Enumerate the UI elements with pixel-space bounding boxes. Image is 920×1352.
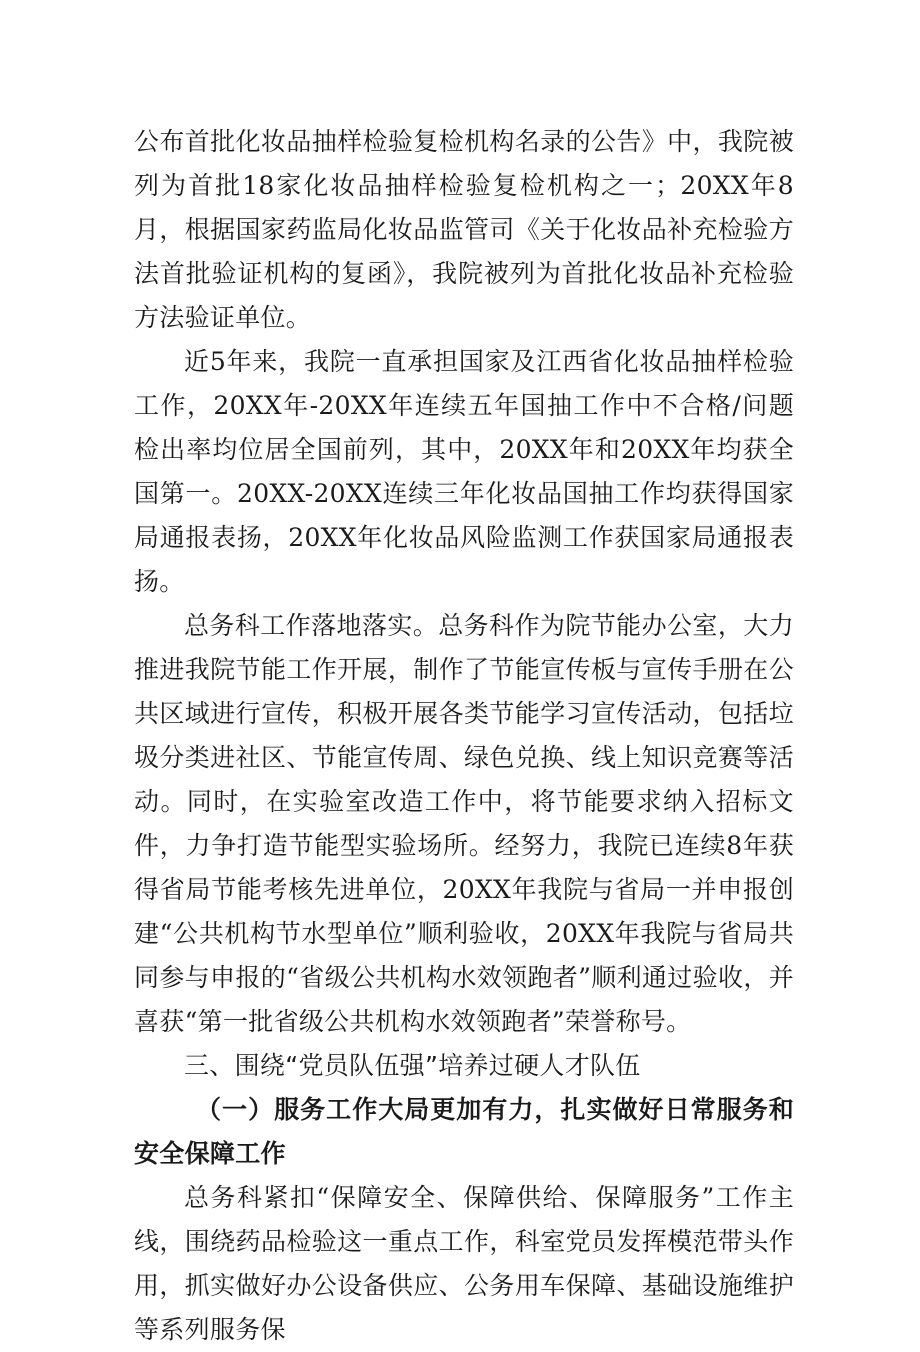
paragraph-cosmetics-review-institution: 公布首批化妆品抽样检验复检机构名录的公告》中，我院被列为首批18家化妆品抽样检验复检机构之一；20XX年8月，根据国家药监局化妆品监管司《关于化妆品补充检验方法首批验证机构的复函》，我院被列为首批化妆品补充检验方法验证单位。 <box>134 127 794 332</box>
paragraph-sampling-inspection: 近5年来，我院一直承担国家及江西省化妆品抽样检验工作，20XX年-20XX年连续五年国抽工作中不合格/问题检出率均位居全国前列，其中，20XX年和20XX年均获全国第一。20XX-20XX连续三年化妆品国抽工作均获得国家局通报表扬，20XX年化妆品风险监测工作获国家局通报表扬。 <box>134 347 794 596</box>
subsection-heading: （一）服务工作大局更加有力，扎实做好日常服务和安全保障工作 <box>134 1095 794 1168</box>
section-heading: 三、围绕“党员队伍强”培养过硬人才队伍 <box>184 1051 641 1080</box>
paragraph-general-affairs-service: 总务科紧扣“保障安全、保障供给、保障服务”工作主线，围绕药品检验这一重点工作，科室党员发挥模范带头作用，抓实做好办公设备供应、公务用车保障、基础设施维护等系列服务保 <box>134 1183 794 1344</box>
document-body <box>134 120 794 1352</box>
paragraph-energy-saving: 总务科工作落地落实。总务科作为院节能办公室，大力推进我院节能工作开展，制作了节能宣传板与宣传手册在公共区域进行宣传，积极开展各类节能学习宣传活动，包括垃圾分类进社区、节能宣传周、绿色兑换、线上知识竞赛等活动。同时，在实验室改造工作中，将节能要求纳入招标文件，力争打造节能型实验场所。经努力，我院已连续8年获得省局节能考核先进单位，20XX年我院与省局一并申报创建“公共机构节水型单位”顺利验收，20XX年我院与省局共同参与申报的“省级公共机构水效领跑者”顺利通过验收，并喜获“第一批省级公共机构水效领跑者”荣誉称号。 <box>134 611 794 1036</box>
